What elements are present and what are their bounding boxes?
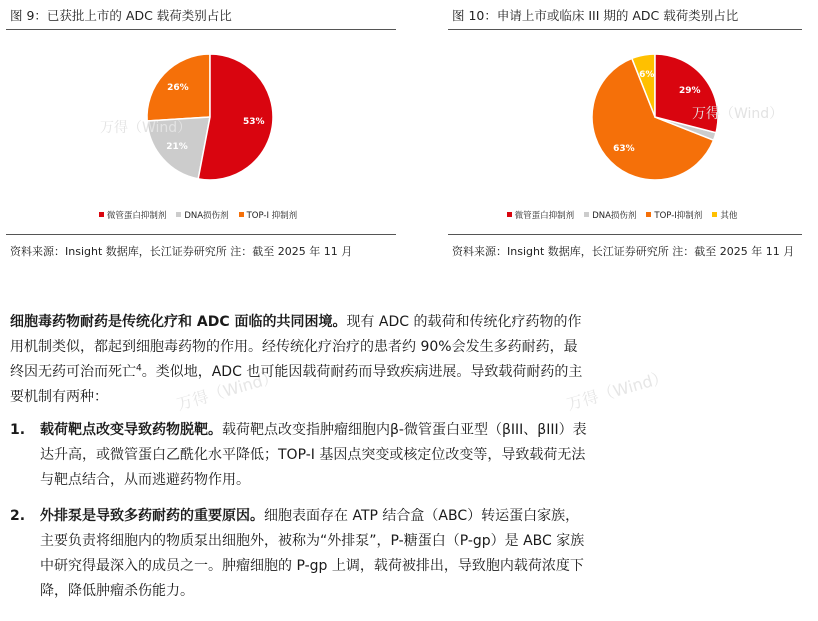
intro-paragraph [10, 310, 590, 410]
slice-label: 63% [613, 144, 635, 155]
figure-title: 图 9：已获批上市的 ADC 载荷类别占比 [10, 8, 232, 23]
bottom-rule [6, 234, 396, 235]
legend-label: TOP-I抑制剂 [654, 211, 703, 221]
figure-source: 资料来源：Insight 数据库，长江证券研究所 注：截至 2025 年 11 月 [452, 245, 795, 258]
legend-item [646, 209, 702, 221]
legend-swatch [239, 212, 244, 217]
slice-label: 29% [678, 86, 701, 97]
pie-chart-approved [0, 0, 396, 234]
legend [0, 209, 396, 221]
legend-item [99, 209, 167, 221]
list-item-heading: 外排泵是导致多药耐药的重要原因。 [40, 508, 264, 524]
watermark: 万得（Wind） [564, 366, 671, 414]
legend-item [239, 209, 298, 221]
slice-label: 6% [639, 69, 655, 80]
slice-label: 26% [167, 82, 189, 93]
list-item [10, 504, 590, 604]
intro-text-2: 。类似地，ADC 也可能因载荷耐药而导致疾病进展。导致载荷耐药的主要机制有两种： [10, 364, 583, 405]
legend-item [507, 209, 575, 221]
legend-swatch [584, 212, 589, 217]
list-item-heading: 载荷靶点改变导致药物脱靶。 [40, 422, 222, 438]
legend-label: 微管蛋白抑制剂 [106, 211, 167, 221]
slice-label: 21% [166, 142, 188, 153]
legend-label: DNA损伤剂 [184, 211, 229, 221]
list-item-text: 载荷靶点改变指肿瘤细胞内β-微管蛋白亚型（βIII、βIII）表达升高，或微管蛋白乙酰化水平降低；TOP-I 基因点突变或核定位改变等，导致载荷无法与靶点结合，从而逃避药物作用。 [40, 422, 587, 488]
pie-chart-phase3 [442, 0, 802, 234]
legend [442, 209, 802, 221]
figure-title: 图 10：申请上市或临床 III 期的 ADC 载荷类别占比 [452, 8, 739, 23]
legend-item [584, 209, 636, 221]
figure-source: 资料来源：Insight 数据库，长江证券研究所 注：截至 2025 年 11 月 [10, 245, 353, 258]
watermark: 万得（Wind） [692, 106, 784, 122]
legend-label: 其他 [720, 211, 738, 221]
list-item-text: 细胞表面存在 ATP 结合盒（ABC）转运蛋白家族，主要负责将细胞内的物质泵出细胞外，被称为“外排泵”，P-糖蛋白（P-gp）是 ABC 家族中研究得最深入的成员之一。肿瘤细胞的 P-gp 上调，载荷被排出，导致胞内载荷浓度下降，降低肿瘤杀伤能力。 [40, 508, 585, 599]
legend-label: TOP-I 抑制剂 [246, 211, 298, 221]
legend-swatch [99, 212, 104, 217]
legend-item [712, 209, 737, 221]
bottom-rule [448, 234, 802, 235]
intro-heading: 细胞毒药物耐药是传统化疗和 ADC 面临的共同困境。 [10, 314, 347, 330]
list-number: 2. [10, 508, 26, 524]
legend-swatch [646, 212, 651, 217]
legend-swatch [176, 212, 181, 217]
list-number: 1. [10, 422, 26, 438]
legend-swatch [507, 212, 512, 217]
legend-label: 微管蛋白抑制剂 [514, 211, 575, 221]
legend-swatch [712, 212, 717, 217]
intro-text-1: 现有 ADC 的载荷和传统化疗药物的作用机制类似，都起到细胞毒药物的作用。经传统化疗治疗的患者约 90%会发生多药耐药，最终因无药可治而死亡 [10, 314, 582, 380]
mechanism-list [10, 418, 590, 604]
list-item [10, 418, 590, 493]
legend-item [176, 209, 228, 221]
watermark: 万得（Wind） [100, 120, 192, 136]
footnote-ref: 4 [136, 363, 142, 374]
figure-10 [442, 0, 802, 270]
body-text [10, 310, 590, 615]
legend-label: DNA损伤剂 [592, 211, 637, 221]
slice-label: 53% [243, 117, 265, 128]
watermark: 万得（Wind） [174, 366, 281, 414]
figure-9 [0, 0, 396, 270]
